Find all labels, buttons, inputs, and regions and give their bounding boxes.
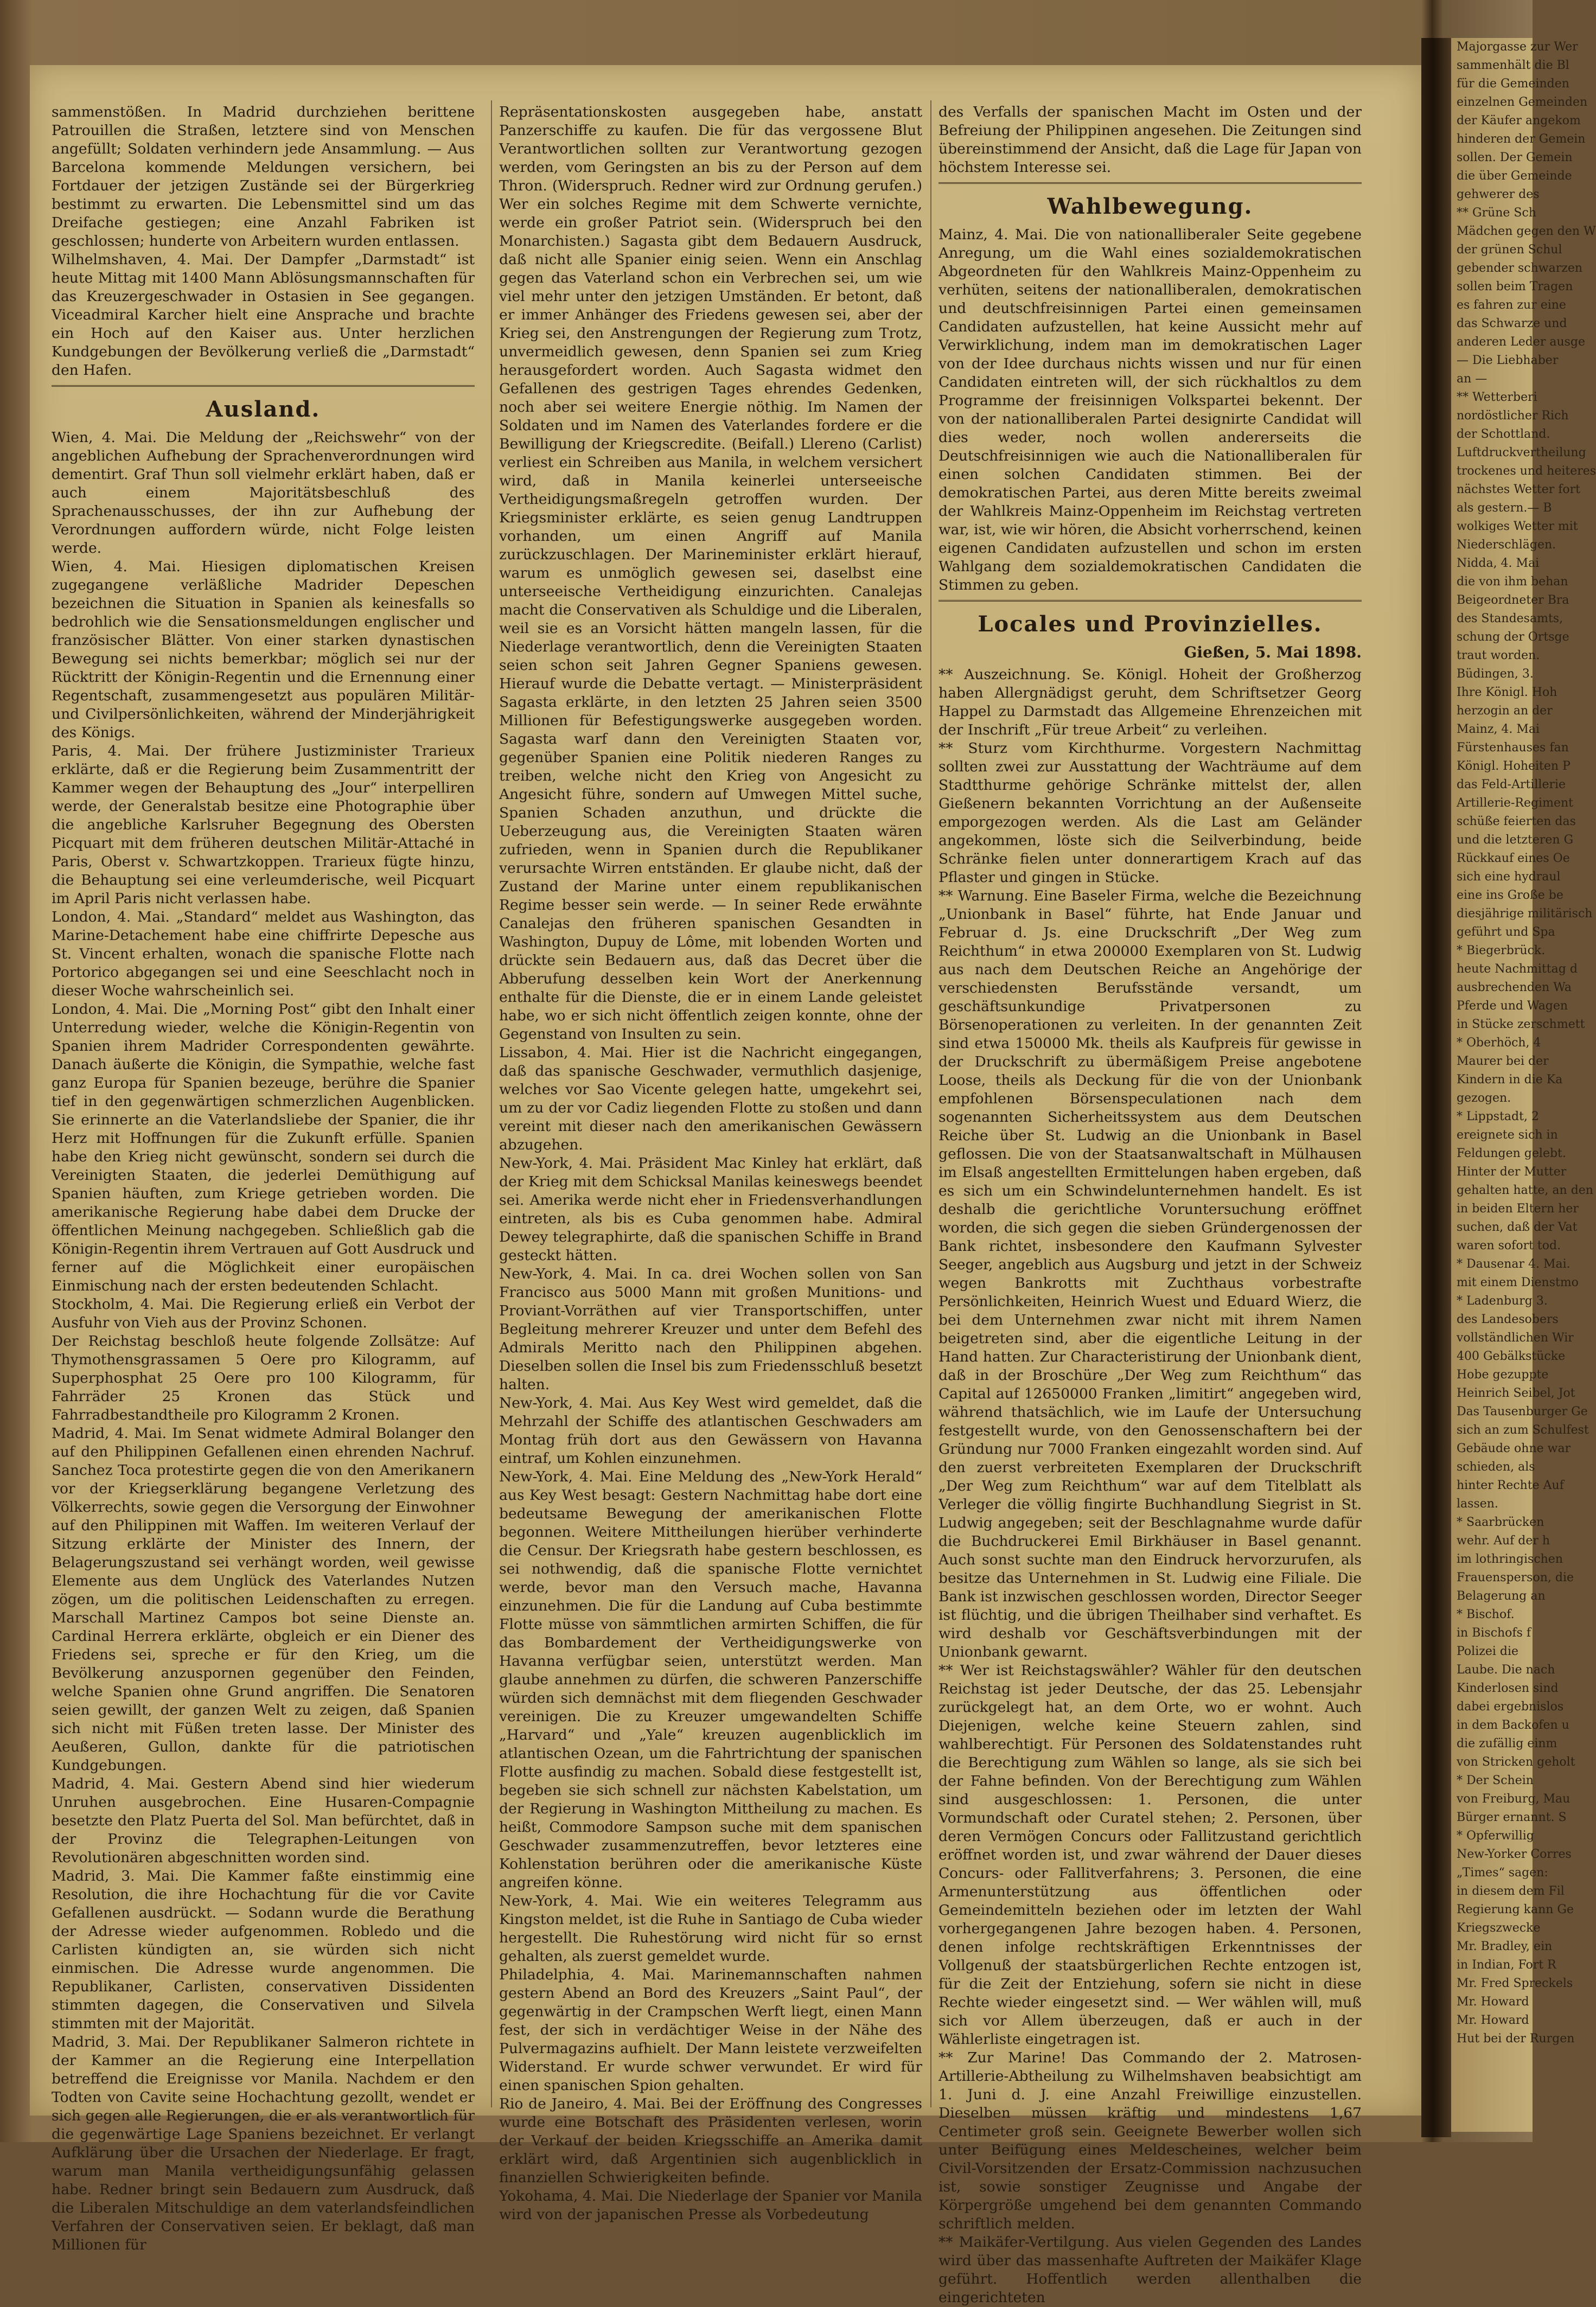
fragment-line: nächstes Wetter fort xyxy=(1457,483,1581,496)
article-paragraph: Wilhelmshaven, 4. Mai. Der Dampfer „Darmstadt“ ist heute Mittag mit 1400 Mann Ablösungsmannschaften für das Kreuzergeschwader in Ostasien in See gegangen. Viceadmiral Karcher hielt eine Ansprache und brachte ein Hoch auf den Kaiser aus. Unter herzlichen Kundgebungen der Bevölkerung verließ die „Darmstadt“ den Hafen. xyxy=(52,251,475,379)
fragment-line: einzelnen Gemeinden xyxy=(1457,95,1588,109)
fragment-line: gebender schwarzen xyxy=(1457,261,1583,275)
section-heading-wahlbewegung: Wahlbewegung. xyxy=(1047,194,1253,219)
fragment-line: New-Yorker Corres xyxy=(1457,1848,1572,1861)
fragment-line: die von ihm behan xyxy=(1457,575,1568,589)
ausland-articles xyxy=(52,429,475,2254)
fragment-line: diesjährige militärisch xyxy=(1457,907,1593,921)
article-paragraph: ** Maikäfer-Vertilgung. Aus vielen Gegenden des Landes wird über das massenhafte Auftreten der Maikäfer Klage geführt. Hoffentlich werden allenthalben die eingerichteten xyxy=(939,2234,1362,2306)
fragment-line: als gestern.— B xyxy=(1457,501,1552,515)
article-paragraph: London, 4. Mai. „Standard“ meldet aus Washington, das Marine-Detachement habe eine chiffrirte Depesche aus St. Vincent erhalten, wonach die spanische Flotte nach Portorico abgegangen sei und eine Seeschlacht noch in dieser Woche wahrscheinlich sei. xyxy=(52,909,475,999)
fragment-line: sollen. Der Gemein xyxy=(1457,151,1573,164)
fragment-line: schung der Ortsge xyxy=(1457,630,1569,644)
fragment-line: gezogen. xyxy=(1457,1091,1511,1105)
fragment-line: eine ins Große be xyxy=(1457,889,1563,902)
fragment-line: in diesem dem Fil xyxy=(1457,1884,1565,1898)
article-paragraph: New-York, 4. Mai. Eine Meldung des „New-York Herald“ aus Key West besagt: Gestern Nachmittag habe dort eine bedeutsame Bewegung der amerikanischen Flotte begonnen. Weitere Mittheilungen hierüber verhinderte die Censur. Der Kriegsrath habe gestern beschlossen, es sei nothwendig, daß die spanische Flotte vernichtet werde, bevor man den Versuch mache, Havanna einzunehmen. Die für die Landung auf Cuba bestimmte Flotte müsse von sämmtlichen armirten Schiffen, die für das Bombardement der Vertheidigungswerke von Havanna verfügbar seien, unterstützt werden. Man glaube annehmen zu dürfen, die schweren Panzerschiffe würden sich demnächst mit dem fliegenden Geschwader vereinigen. Die zu Kreuzer umgewandelten Schiffe „Harvard“ und „Yale“ kreuzen augenblicklich im atlantischen Ozean, um die Fahrtrichtung der spanischen Flotte ausfindig zu machen. Sobald diese festgestellt ist, begeben sie sich schnell zur nächsten Kabelstation, um der Regierung in Washington Mittheilung zu machen. Es heißt, Commodore Sampson suche mit dem spanischen Geschwader zusammenzutreffen, bevor letzteres eine Kohlenstation berühren oder die amerikanische Küste angreifen könne. xyxy=(499,1468,922,1891)
fragment-line: gehalten hatte, an den xyxy=(1457,1184,1593,1197)
fragment-line: Polizei die xyxy=(1457,1645,1519,1658)
article-paragraph: Madrid, 4. Mai. Gestern Abend sind hier wiederum Unruhen ausgebrochen. Eine Husaren-Compagnie besetzte den Platz Puerta del Sol. Man befürchtet, daß in der Provinz die Telegraphen-Leitungen von Revolutionären abgeschnitten worden sind. xyxy=(52,1775,475,1866)
fragment-line: der Schottland. xyxy=(1457,427,1550,441)
fragment-line: Laube. Die nach xyxy=(1457,1663,1555,1677)
fragment-line: 400 Gebälkstücke xyxy=(1457,1350,1566,1363)
fragment-line: waren sofort tod. xyxy=(1457,1239,1561,1252)
fragment-line: von Freiburg, Mau xyxy=(1457,1792,1571,1806)
fragment-line: hinter Rechte Auf xyxy=(1457,1479,1564,1492)
fragment-line: Hut bei der Rurgen xyxy=(1457,2032,1575,2046)
fragment-line: * Der Schein xyxy=(1457,1774,1534,1787)
article-paragraph: Madrid, 4. Mai. Im Senat widmete Admiral Bolanger den auf den Philippinen Gefallenen einen ehrenden Nachruf. Sanchez Toca protestirte gegen die von den Amerikanern vor der Kriegserklärung begangene Verletzung des Völkerrechts, sowie gegen die Versorgung der Einwohner auf den Philippinen mit Waffen. Im weiteren Verlauf der Sitzung erklärte der Minister des Innern, der Belagerungszustand sei verhängt worden, weil gewisse Elemente aus dem Unglück des Vaterlandes Nutzen zögen, um die politischen Leidenschaften zu erregen. Marschall Martinez Campos bot seine Dienste an. Cardinal Herrera erklärte, obgleich er ein Diener des Friedens sei, spreche er für den Krieg, um die Bevölkerung anzuspornen gegenüber den Feinden, welche Spanien ohne Grund angriffen. Die Senatoren seien gewillt, der ganzen Welt zu zeigen, daß Spanien sich nicht mit Füßen treten lasse. Der Minister des Aeußeren, Gullon, dankte für die patriotischen Kundgebungen. xyxy=(52,1425,475,1774)
fragment-line: anderen Leder ausge xyxy=(1457,335,1586,349)
dateline: Gießen, 5. Mai 1898. xyxy=(1184,643,1362,661)
fragment-line: Maurer bei der xyxy=(1457,1055,1549,1068)
fragment-line: Bürger ernannt. S xyxy=(1457,1811,1567,1824)
article-paragraph: Philadelphia, 4. Mai. Marinemannschaften nahmen gestern Abend an Bord des Kreuzers „Saint Paul“, der gegenwärtig in der Crampschen Werft liegt, einen Mann fest, der sich in verdächtiger Weise in der Nähe des Pulvermagazins aufhielt. Der Mann leistete verzweifelten Widerstand. Er wurde schwer verwundet. Er wird für einen spanischen Spion gehalten. xyxy=(499,1966,922,2094)
fragment-line: in dem Backofen u xyxy=(1457,1718,1569,1732)
article-paragraph: Lissabon, 4. Mai. Hier ist die Nachricht eingegangen, daß das spanische Geschwader, vermuthlich dasjenige, welches vor Sao Vicente gelegen hatte, umgekehrt sei, um zu der vor Cadiz liegenden Flotte zu stoßen und dann vereint mit dieser nach den amerikanischen Gewässern abzugehen. xyxy=(499,1044,922,1153)
fragment-line: sich eine hydraul xyxy=(1457,870,1561,884)
fragment-line: „Times“ sagen: xyxy=(1457,1866,1548,1880)
fragment-line: das Schwarze und xyxy=(1457,317,1567,330)
article-paragraph: ** Sturz vom Kirchthurme. Vorgestern Nachmittag sollten zwei zur Ausstattung der Wachträume auf dem Stadtthurme gehörige Schränke mittelst der, allen Gießenern bekannten Vorrichtung an der Außenseite emporgezogen werden. Als die Last am Geländer angekommen, löste sich die Seilverbindung, beide Schränke fielen unter donnerartigem Krach auf das Pflaster und gingen in Stücke. xyxy=(939,740,1362,886)
article-paragraph: Wien, 4. Mai. Hiesigen diplomatischen Kreisen zugegangene verläßliche Madrider Depeschen bezeichnen die Situation in Spanien als keinesfalls so bedrohlich wie die Sensationsmeldungen englischer und französischer Blätter. Von einer starken dynastischen Bewegung sei nichts bemerkbar; möglich sei nur der Rücktritt der Königin-Regentin und die Ernennung einer Regentschaft, zusammengesetzt aus populären Militär- und Civilpersönlichkeiten, während der Minderjährigkeit des Königs. xyxy=(52,558,475,741)
fragment-line: in Bischofs f xyxy=(1457,1626,1531,1640)
fragment-line: in Indian, Fort R xyxy=(1457,1958,1556,1972)
fragment-line: * Saarbrücken xyxy=(1457,1516,1544,1529)
fragment-line: Regierung kann Ge xyxy=(1457,1903,1574,1916)
fragment-line: Frauensperson, die xyxy=(1457,1571,1574,1584)
fragment-line: Kindern in die Ka xyxy=(1457,1073,1563,1087)
fragment-line: in beiden Eltern her xyxy=(1457,1202,1579,1216)
column-rule xyxy=(930,100,931,2107)
fragment-line: das Feld-Artillerie xyxy=(1457,778,1566,791)
fragment-line: traut worden. xyxy=(1457,649,1540,662)
fragment-line: des Landesobers xyxy=(1457,1313,1559,1326)
fragment-line: Belagerung an xyxy=(1457,1589,1546,1603)
fragment-line: der grünen Schul xyxy=(1457,243,1562,257)
fragment-line: Ihre Königl. Hoh xyxy=(1457,686,1557,699)
fragment-line: * Oberhöch, 4 xyxy=(1457,1036,1541,1050)
fragment-line: im lothringischen xyxy=(1457,1552,1563,1566)
article-paragraph: ** Wer ist Reichstagswähler? Wähler für den deutschen Reichstag ist jeder Deutsche, der das 25. Lebensjahr zurückgelegt hat, an dem Orte, wo er wohnt. Auch Diejenigen, welche keine Steuern zahlen, sind wahlberechtigt. Für Personen des Soldatenstandes ruht die Berechtigung zum Wählen so lange, als sie sich bei der Fahne befinden. Von der Berechtigung zum Wählen sind ausgeschlossen: 1. Personen, die unter Vormundschaft oder Curatel stehen; 2. Personen, über deren Vermögen Concurs oder Fallitzustand gerichtlich eröffnet worden ist, und zwar während der Dauer dieses Concurs- oder Fallitverfahrens; 3. Personen, die eine Armenunterstützung aus öffentlichen oder Gemeindemitteln beziehen oder im letzten der Wahl vorhergegangenen Jahre bezogen haben. 4. Personen, denen infolge rechtskräftigen Erkenntnisses der Vollgenuß der staatsbürgerlichen Rechte entzogen ist, für die Zeit der Entziehung, sofern sie nicht in diese Rechte wieder eingesetzt sind. — Wer wählen will, muß sich vor Allem überzeugen, daß er auch in der Wählerliste eingetragen ist. xyxy=(939,1662,1362,2048)
fragment-line: herzogin an der xyxy=(1457,704,1553,718)
column-1 xyxy=(52,103,475,2253)
fragment-line: Gebäude ohne war xyxy=(1457,1442,1571,1455)
article-paragraph: Mainz, 4. Mai. Die von nationalliberaler Seite gegebene Anregung, um die Wahl eines sozialdemokratischen Abgeordneten für den Wahlkreis Mainz-Oppenheim zu verhüten, seitens der nationalliberalen, demokratischen und deutschfreisinnigen Partei einen gemeinsamen Candidaten aufzustellen, hat keine Aussicht mehr auf Verwirklichung, indem man im demokratischen Lager von der Idee durchaus nichts wissen und nur für einen Candidaten eintreten will, der sich rückhaltlos zu dem Programme der freisinnigen Volkspartei bekennt. Der von der nationalliberalen Partei designirte Candidat will dies weder, noch wollen andererseits die Deutschfreisinnigen wie auch die Nationalliberalen für einen solchen Candidaten stimmen. Bei der demokratischen Partei, aus deren Mitte bereits zweimal der Wahlkreis Mainz-Oppenheim im Reichstag vertreten war, ist, wie wir hören, die Absicht vorherrschend, keinen eigenen Candidaten aufzustellen und schon im ersten Wahlgang dem sozialdemokratischen Candidaten die Stimmen zu geben. xyxy=(939,226,1362,593)
fragment-line: und die letzteren G xyxy=(1457,833,1574,847)
fragment-line: hinderen der Gemein xyxy=(1457,132,1586,146)
fragment-line: es fahren zur eine xyxy=(1457,298,1566,312)
article-paragraph: Paris, 4. Mai. Der frühere Justizminister Trarieux erklärte, daß er die Regierung beim Zusammentritt der Kammer wegen der Behauptung des „Jour“ interpelliren werde, der Generalstab besitze eine Photographie über die angebliche Karlsruher Begegnung des Obersten Picquart mit dem früheren deutschen Militär-Attaché in Paris, Oberst v. Schwartzkoppen. Trarieux fügte hinzu, die Behauptung sei eine verleumderische, weil Picquart im April Paris nicht verlassen habe. xyxy=(52,743,475,907)
fragment-line: * Bischof. xyxy=(1457,1608,1515,1621)
fragment-line: * Lippstadt, 2 xyxy=(1457,1110,1539,1123)
locales-articles xyxy=(939,666,1362,2307)
fragment-line: sammenhält die Bl xyxy=(1457,59,1569,72)
fragment-line: Pferde und Wagen xyxy=(1457,999,1568,1013)
article-paragraph: des Verfalls der spanischen Macht im Osten und der Befreiung der Philippinen angesehen. Die Zeitungen sind übereinstimmend der Ansicht, daß die Lage für Japan von höchstem Interesse sei. xyxy=(939,104,1362,176)
wahlbewegung-articles xyxy=(939,226,1362,595)
fragment-line: — Die Liebhaber xyxy=(1457,354,1559,367)
fragment-line: von Stricken geholt xyxy=(1457,1755,1575,1769)
fragment-line: gehwerer des xyxy=(1457,188,1540,201)
book-gutter xyxy=(1421,38,1451,2137)
column-3 xyxy=(939,103,1362,2306)
article-paragraph: ** Auszeichnung. Se. Königl. Hoheit der Großherzog haben Allergnädigst geruht, dem Schriftsetzer Georg Happel zu Darmstadt das Allgemeine Ehrenzeichen mit der Inschrift „Für treue Arbeit“ zu verleihen. xyxy=(939,666,1362,738)
fragment-line: Heinrich Seibel, Jot xyxy=(1457,1386,1575,1400)
article-paragraph: Repräsentationskosten ausgegeben habe, anstatt Panzerschiffe zu kaufen. Die für das vergossene Blut Verantwortlichen sollten zur Verantwortung gezogen werden, vom Geringsten an bis zu der Person auf dem Thron. (Widerspruch. Redner wird zur Ordnung gerufen.) Wer ein solches Regime mit dem Schwerte vernichte, werde ein großer Patriot sein. (Widerspruch bei den Monarchisten.) Sagasta gibt dem Bedauern Ausdruck, daß nicht alle Spanier einig seien. Wenn ein Anschlag gegen das Vaterland schon ein Verbrechen sei, um wie viel mehr unter den jetzigen Umständen. Er betont, daß er immer Anhänger des Friedens gewesen sei, aber der Krieg sei, den Anstrengungen der Regierung zum Trotz, unvermeidlich gewesen, denn Spanien sei zum Krieg herausgefordert worden. Auch Sagasta widmet den Gefallenen des gestrigen Tages ehrendes Gedenken, noch aber sei weitere Energie nöthig. Im Namen der Soldaten und im Namen des Vaterlandes fordere er die Bewilligung der Kriegscredite. (Beifall.) Llereno (Carlist) verliest ein Schreiben aus Manila, in welchem versichert wird, daß in Manila keinerlei unterseeische Vertheidigungsmaßregeln getroffen wurden. Der Kriegsminister erklärte, es seien genug Landtruppen vorhanden, um einen Angriff auf Manila zurückzuschlagen. Der Marineminister erklärt hierauf, warum es unmöglich gewesen sei, daselbst eine unterseeische Vertheidigung einzurichten. Canalejas macht die Conservativen als Schuldige und die Liberalen, weil sie es an Vorsicht hätten mangeln lassen, für die Niederlage verantwortlich, denn die Vereinigten Staaten seien schon seit Jahren Gegner Spaniens gewesen. Hierauf wurde die Debatte vertagt. — Ministerpräsident Sagasta erklärte, in den letzten 25 Jahren seien 3500 Millionen für Befestigungswerke ausgegeben worden. Sagasta warf dann den Vereinigten Staaten vor, gegenüber Spanien eine Politik niederen Ranges zu treiben, welche nicht den Krieg von Angesicht zu Angesicht führe, sondern auf Umwegen Mittel suche, Spanien Schaden anzuthun, und drückte die Ueberzeugung aus, die Vereinigten Staaten wären zufrieden, wenn in Spanien durch die Republikaner verursachte Wirren entständen. Er glaube nicht, daß der Zustand der Marine unter einem republikanischen Regime besser sein werde. — In seiner Rede erwähnte Canalejas den früheren spanischen Gesandten in Washington, Dupuy de Lôme, mit lobenden Worten und drückte sein Bedauern aus, daß das Decret über die Abberufung desselben kein Wort der Anerkennung enthalte für die Dienste, die er in einem Lande geleistet habe, wo er sich nicht öffentlich zeigen konnte, ohne der Gegenstand von Insulten zu sein. xyxy=(499,104,922,1043)
section-heading-locales: Locales und Provinzielles. xyxy=(978,611,1323,637)
column-rule xyxy=(491,100,492,2107)
fragment-line: Nidda, 4. Mai xyxy=(1457,557,1540,570)
fragment-line: nordöstlicher Rich xyxy=(1457,409,1569,423)
fragment-line: Mainz, 4. Mai xyxy=(1457,723,1540,736)
ausland-articles-continued xyxy=(499,103,922,2224)
fragment-line: Kriegszwecke xyxy=(1457,1921,1541,1935)
column-2 xyxy=(499,103,922,2223)
article-paragraph: Madrid, 3. Mai. Die Kammer faßte einstimmig eine Resolution, die ihre Hochachtung für die vor Cavite Gefallenen ausdrückt. — Sodann wurde die Berathung der Adresse wieder aufgenommen. Robledo und die Carlisten kündigten an, sie würden sich nicht einmischen. Die Adresse wurde angenommen. Die Republikaner, Carlisten, conservativen Dissidenten stimmten dagegen, die Conservativen und Silvela stimmten mit der Majorität. xyxy=(52,1868,475,2032)
fragment-line: der Käufer angekom xyxy=(1457,114,1581,127)
article-paragraph: New-York, 4. Mai. Aus Key West wird gemeldet, daß die Mehrzahl der Schiffe des atlantischen Geschwaders am Montag früh dort aus den Gewässern von Havanna eintraf, um Kohlen einzunehmen. xyxy=(499,1395,922,1467)
article-paragraph: London, 4. Mai. Die „Morning Post“ gibt den Inhalt einer Unterredung wieder, welche die Königin-Regentin von Spanien ihrem Madrider Correspondenten gewährte. Danach äußerte die Königin, die Sympathie, welche fast ganz Europa für Spanien bezeuge, berühre die Spanier tief in den gegenwärtigen schmerzlichen Augenblicken. Sie erinnerte an die Vaterlandsliebe der Spanier, die ihr Herz mit Hoffnungen für die Zukunft erfülle. Spanien habe den Krieg nicht gewünscht, sondern sei durch die Vereinigten Staaten, die jederlei Demüthigung auf Spanien häuften, zum Kriege getrieben worden. Die amerikanische Regierung habe dabei dem Drucke der öffentlichen Meinung nachgegeben. Schließlich gab die Königin-Regentin ihrem Vertrauen auf Gott Ausdruck und ferner auf die Möglichkeit einer europäischen Einmischung nach der ersten bedeutenden Schlacht. xyxy=(52,1001,475,1294)
fragment-line: sollen beim Tragen xyxy=(1457,280,1573,293)
fragment-line: Mr. Fred Spreckels xyxy=(1457,1977,1573,1990)
section-divider xyxy=(52,385,475,387)
fragment-line: ausbrechenden Wa xyxy=(1457,981,1572,994)
fragment-line: Beigeordneter Bra xyxy=(1457,593,1569,607)
article-paragraph: sammenstößen. In Madrid durchziehen berittene Patrouillen die Straßen, letztere sind von Menschen angefüllt; Soldaten verhindern jede Ansammlung. — Aus Barcelona kommende Meldungen versichern, bei Fortdauer der jetzigen Zustände sei der Bürgerkrieg bestimmt zu erwarten. Die Lebensmittel sind um das Dreifache gestiegen; eine Anzahl Fabriken ist geschlossen; hunderte von Arbeitern wurden entlassen. xyxy=(52,104,475,250)
fragment-line: vollständlichen Wir xyxy=(1457,1331,1574,1345)
fragment-line: * Opferwillig xyxy=(1457,1829,1534,1843)
fragment-line: die über Gemeinde xyxy=(1457,169,1572,183)
fragment-line: heute Nachmittag d xyxy=(1457,962,1578,976)
fragment-line: * Dausenar 4. Mai. xyxy=(1457,1257,1571,1271)
article-paragraph: Yokohama, 4. Mai. Die Niederlage der Spanier vor Manila wird von der japanischen Presse als Vorbedeutung xyxy=(499,2188,922,2223)
fragment-line: Niederschlägen. xyxy=(1457,538,1556,552)
fragment-line: suchen, daß der Vat xyxy=(1457,1220,1578,1234)
fragment-line: ereignete sich in xyxy=(1457,1128,1558,1142)
fragment-line: trockenes und heiteres xyxy=(1457,464,1596,478)
fragment-line: mit einem Dienstmo xyxy=(1457,1276,1579,1289)
fragment-line: Mr. Bradley, ein xyxy=(1457,1940,1553,1953)
fragment-line: in Stücke zerschmett xyxy=(1457,1018,1585,1031)
fragment-line: sich an zum Schulfest xyxy=(1457,1423,1589,1437)
fragment-line: Majorgasse zur Wer xyxy=(1457,40,1578,54)
fragment-line: lassen. xyxy=(1457,1497,1498,1511)
fragment-line: Luftdruckvertheilung xyxy=(1457,446,1586,459)
fragment-line: Büdingen, 3. xyxy=(1457,667,1534,681)
fragment-line: Kinderlosen sind xyxy=(1457,1682,1559,1695)
fragment-line: Fürstenhauses fan xyxy=(1457,741,1569,755)
fragment-line: für die Gemeinden xyxy=(1457,77,1569,91)
fragment-line: dabei ergebnislos xyxy=(1457,1700,1564,1714)
fragment-line: Mr. Howard xyxy=(1457,2014,1529,2027)
fragment-line: Königl. Hoheiten P xyxy=(1457,759,1571,773)
fragment-line: * Ladenburg 3. xyxy=(1457,1294,1548,1308)
article-paragraph: New-York, 4. Mai. In ca. drei Wochen sollen von San Francisco aus 5000 Mann mit großen Munitions- und Proviant-Vorräthen auf vier Transportschiffen, unter Begleitung mehrerer Kreuzer und unter dem Befehl des Admirals Meritto nach den Philippinen abgehen. Dieselben sollen die Insel bis zum Friedensschluß besetzt halten. xyxy=(499,1266,922,1393)
section-divider xyxy=(939,182,1362,184)
fragment-line: wehr. Auf der h xyxy=(1457,1534,1550,1548)
adjacent-page-fragment xyxy=(1451,38,1596,2132)
article-paragraph: ** Zur Marine! Das Commando der 2. Matrosen-Artillerie-Abtheilung zu Wilhelmshaven beabsichtigt am 1. Juni d. J. eine Anzahl Freiwillige einzustellen. Dieselben müssen kräftig und mindestens 1,67 Centimeter groß sein. Geeignete Bewerber wollen sich unter Beifügung eines Meldescheines, welcher beim Civil-Vorsitzenden der Ersatz-Commission nachzusuchen ist, sowie sonstiger Zeugnisse und Angabe der Körpergröße umgehend bei dem genannten Commando schriftlich melden. xyxy=(939,2049,1362,2232)
fragment-line: Rückkauf eines Oe xyxy=(1457,852,1570,865)
article-paragraph: New-York, 4. Mai. Präsident Mac Kinley hat erklärt, daß der Krieg mit dem Schicksal Manilas keineswegs beendet sei. Amerika werde nicht eher in Friedensverhandlungen eintreten, als bis es Cuba genommen habe. Admiral Dewey telegraphirte, daß die spanischen Schiffe in Brand gesteckt hätten. xyxy=(499,1155,922,1264)
fragment-line: schieden, als xyxy=(1457,1460,1535,1474)
article-paragraph: Rio de Janeiro, 4. Mai. Bei der Eröffnung des Congresses wurde eine Botschaft des Präsidenten verlesen, worin der Verkauf der beiden Kriegsschiffe an Amerika damit erklärt wird, daß Argentinien sich augenblicklich in finanziellen Schwierigkeiten befinde. xyxy=(499,2095,922,2186)
fragment-line: schüße feierten das xyxy=(1457,815,1576,828)
fragment-line: Mr. Howard xyxy=(1457,1995,1529,2009)
section-heading-ausland: Ausland. xyxy=(206,397,321,422)
article-paragraph: New-York, 4. Mai. Wie ein weiteres Telegramm aus Kingston meldet, ist die Ruhe in Santiago de Cuba wieder hergestellt. Die Ruhestörung wird nicht für so ernst gehalten, als zuerst gemeldet wurde. xyxy=(499,1893,922,1965)
article-paragraph: ** Warnung. Eine Baseler Firma, welche die Bezeichnung „Unionbank in Basel“ führte, hat Ende Januar und Februar d. Js. eine Druckschrift „Der Weg zum Reichthum“ in etwa 200000 Exemplaren von St. Ludwig aus nach dem Deutschen Reiche an Angehörige der verschiedensten Berufsstände versandt, um geschäftsunkundige Privatpersonen zu Börsenoperationen zu verleiten. In der genannten Zeit sind etwa 150000 Mk. theils als Kaufpreis für gewisse in der Druckschrift zu übermäßigem Preise angebotene Loose, theils als Deckung für die von der Unionbank empfohlenen Börsenspeculationen nach dem sogenannten Sicherheitssystem aus dem Deutschen Reiche über St. Ludwig an die Unionbank in Basel geflossen. Die von der Staatsanwaltschaft in Mülhausen im Elsaß angestellten Ermittelungen haben ergeben, daß es sich um ein Schwindelunternehmen handelt. Es ist deshalb die gerichtliche Voruntersuchung eröffnet worden, die sich gegen die sieben Gründergenossen der Bank richtet, insbesondere den Kaufmann Sylvester Seeger, angeblich aus Augsburg und jetzt in der Schweiz wegen Bankrotts mit Zuchthaus vorbestrafte Persönlichkeiten, Heinrich Wuest und Eduard Wierz, die bei dem Unternehmen zwar nicht mit ihrem Namen beigetreten sind, aber die eigentliche Leitung in der Hand hatten. Zur Characteristirung der Unionbank dient, daß in der Broschüre „Der Weg zum Reichthum“ das Capital auf 12650000 Franken „limitirt“ angegeben wird, während thatsächlich, wie im Laufe der Untersuchung festgestellt wurde, von den Genossenschaftern bei der Gründung nur 7000 Franken eingezahlt worden sind. Auf den zuerst verbreiteten Exemplaren der Druckschrift „Der Weg zum Reichthum“ war auf dem Titelblatt als Verleger die völlig fingirte Buchhandlung Siegrist in St. Ludwig angegeben; seit der Beschlagnahme wurde dafür die Buchdruckerei Emil Birkhäuser in Basel genannt. Auch sonst suchte man den Eindruck hervorzurufen, als besitze das Unternehmen in St. Ludwig eine Filiale. Die Bank ist inzwischen geschlossen worden, Director Seeger ist flüchtig, und die übrigen Theilhaber sind verhaftet. Es wird deshalb vor Geschäftsverbindungen mit der Unionbank gewarnt. xyxy=(939,887,1362,1660)
fragment-line: Feldungen gelebt. xyxy=(1457,1147,1566,1160)
article-paragraph: Der Reichstag beschloß heute folgende Zollsätze: Auf Thymothensgrassamen 5 Oere pro Kilogramm, auf Superphosphat 25 Oere pro 100 Kilogramm, für Fahrräder 25 Kronen das Stück und Fahrradbestandtheile pro Kilogramm 2 Kronen. xyxy=(52,1333,475,1423)
fragment-line: Artillerie-Regiment xyxy=(1457,796,1573,810)
fragment-line: * Biegerbrück. xyxy=(1457,944,1546,957)
fragment-line: an — xyxy=(1457,372,1488,386)
section-divider xyxy=(939,600,1362,602)
fragment-line: Das Tausenburger Ge xyxy=(1457,1405,1588,1418)
fragment-line: des Standesamts, xyxy=(1457,612,1563,625)
fragment-line: Mädchen gegen den W xyxy=(1457,225,1596,238)
fragment-line: ** Grüne Sch xyxy=(1457,206,1536,220)
fragment-line: die zufällig einm xyxy=(1457,1737,1557,1750)
fragment-line: Hobe gezuppte xyxy=(1457,1368,1549,1382)
fragment-line: geführt und Spa xyxy=(1457,925,1555,939)
article-paragraph: Wien, 4. Mai. Die Meldung der „Reichswehr“ von der angeblichen Aufhebung der Sprachenverordnungen wird dementirt. Graf Thun soll vielmehr erklärt haben, daß er auch einem Majoritätsbeschluß des Sprachenausschusses, der ihn zur Aufhebung der Verordnungen auffordern würde, nicht Folge leisten werde. xyxy=(52,429,475,557)
article-paragraph: Stockholm, 4. Mai. Die Regierung erließ ein Verbot der Ausfuhr von Vieh aus der Provinz Schonen. xyxy=(52,1296,475,1331)
fragment-line: ** Wetterberi xyxy=(1457,391,1537,404)
fragment-line: wolkiges Wetter mit xyxy=(1457,520,1578,533)
fragment-line: Hinter der Mutter xyxy=(1457,1165,1567,1179)
article-paragraph: Madrid, 3. Mai. Der Republikaner Salmeron richtete in der Kammer an die Regierung eine Interpellation betreffend die Ereignisse vor Manila. Nachdem er den Todten von Cavite seine Hochachtung gezollt, wendet er sich gegen alle Regierungen, die er als verantwortlich für die gegenwärtige Lage Spaniens bezeichnet. Er verlangt Aufklärung über die Ursachen der Niederlage. Er fragt, warum man Manila vertheidigungsunfähig gelassen habe. Redner bringt sein Bedauern zum Ausdruck, daß die Liberalen Mitschuldige an dem vaterlandsfeindlichen Verfahren der Conservativen seien. Er beklagt, daß man Millionen für xyxy=(52,2034,475,2253)
